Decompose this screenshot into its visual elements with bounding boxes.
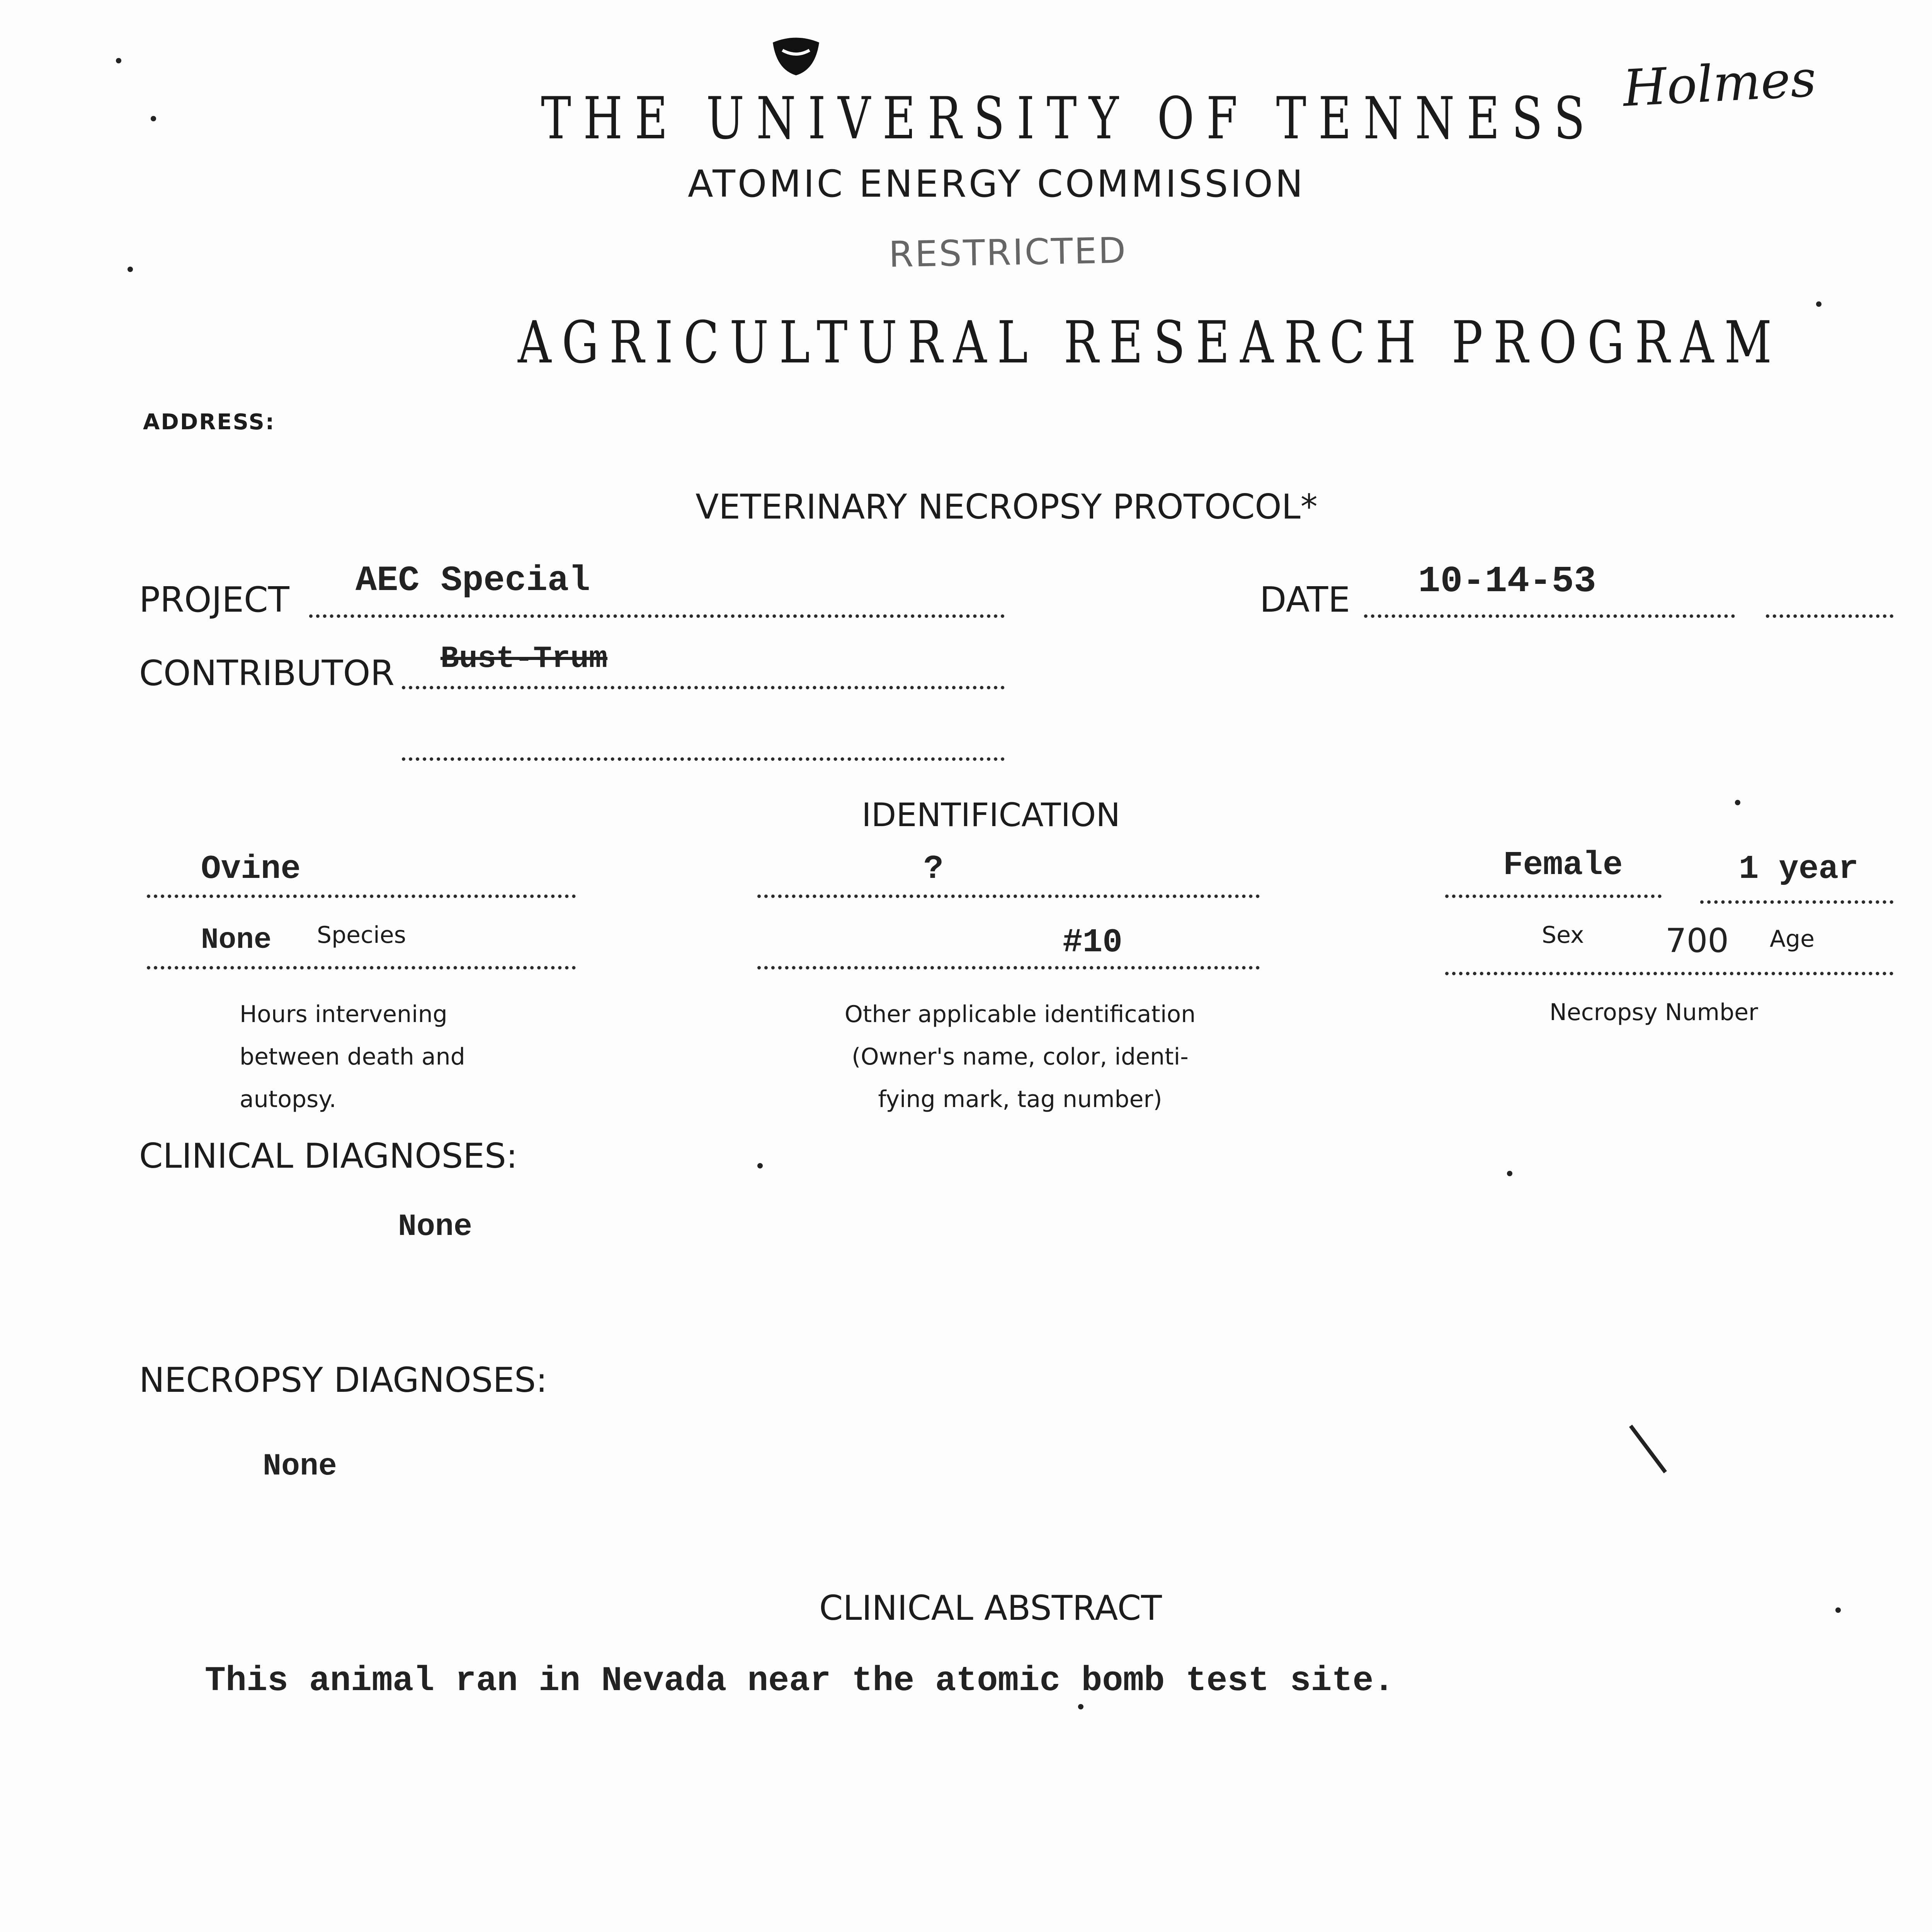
necropsy-number-value: 700 <box>1665 922 1729 960</box>
stray-mark <box>1627 1422 1673 1476</box>
species-label: Species <box>317 922 406 949</box>
clinical-diagnoses-label: CLINICAL DIAGNOSES: <box>139 1136 518 1176</box>
university-title: THE UNIVERSITY OF TENNESS <box>541 85 1597 152</box>
commission-title: ATOMIC ENERGY COMMISSION <box>688 162 1305 206</box>
unknown-value: ? <box>923 850 944 888</box>
contributor-value: Bust-Trum <box>440 641 608 677</box>
sex-label: Sex <box>1542 922 1584 949</box>
hours-caption: Hours intervening between death and autopsy. <box>240 1001 465 1113</box>
necropsy-diagnoses-label: NECROPSY DIAGNOSES: <box>139 1360 548 1400</box>
hours-value: None <box>201 923 272 957</box>
program-title: AGRICULTURAL RESEARCH PROGRAM <box>518 309 1782 376</box>
project-value: AEC Special <box>355 560 590 601</box>
date-label: DATE <box>1260 580 1350 620</box>
clinical-abstract-heading: CLINICAL ABSTRACT <box>819 1588 1162 1628</box>
necropsy-number-label: Necropsy Number <box>1549 999 1758 1026</box>
identification-heading: IDENTIFICATION <box>862 796 1121 834</box>
species-value: Ovine <box>201 850 301 888</box>
other-id-caption: Other applicable identification (Owner's name, color, identi- fying mark, tag number) <box>844 1001 1196 1113</box>
project-label: PROJECT <box>139 580 289 620</box>
form-title: VETERINARY NECROPSY PROTOCOL* <box>696 487 1318 527</box>
age-label: Age <box>1770 925 1815 952</box>
sex-value: Female <box>1503 846 1623 884</box>
other-id-value: #10 <box>1063 923 1122 961</box>
date-value: 10-14-53 <box>1418 560 1596 602</box>
contributor-label: CONTRIBUTOR <box>139 653 395 694</box>
necropsy-diagnoses-value: None <box>263 1449 337 1484</box>
clinical-diagnoses-value: None <box>398 1209 473 1245</box>
handwritten-name: Holmes <box>1621 49 1818 118</box>
seal-icon <box>769 35 823 77</box>
clinical-abstract-text: This animal ran in Nevada near the atomic bomb test site. <box>205 1662 1395 1701</box>
restricted-stamp: RESTRICTED <box>888 230 1128 276</box>
age-value: 1 year <box>1739 850 1859 888</box>
address-label: ADDRESS: <box>143 410 276 435</box>
